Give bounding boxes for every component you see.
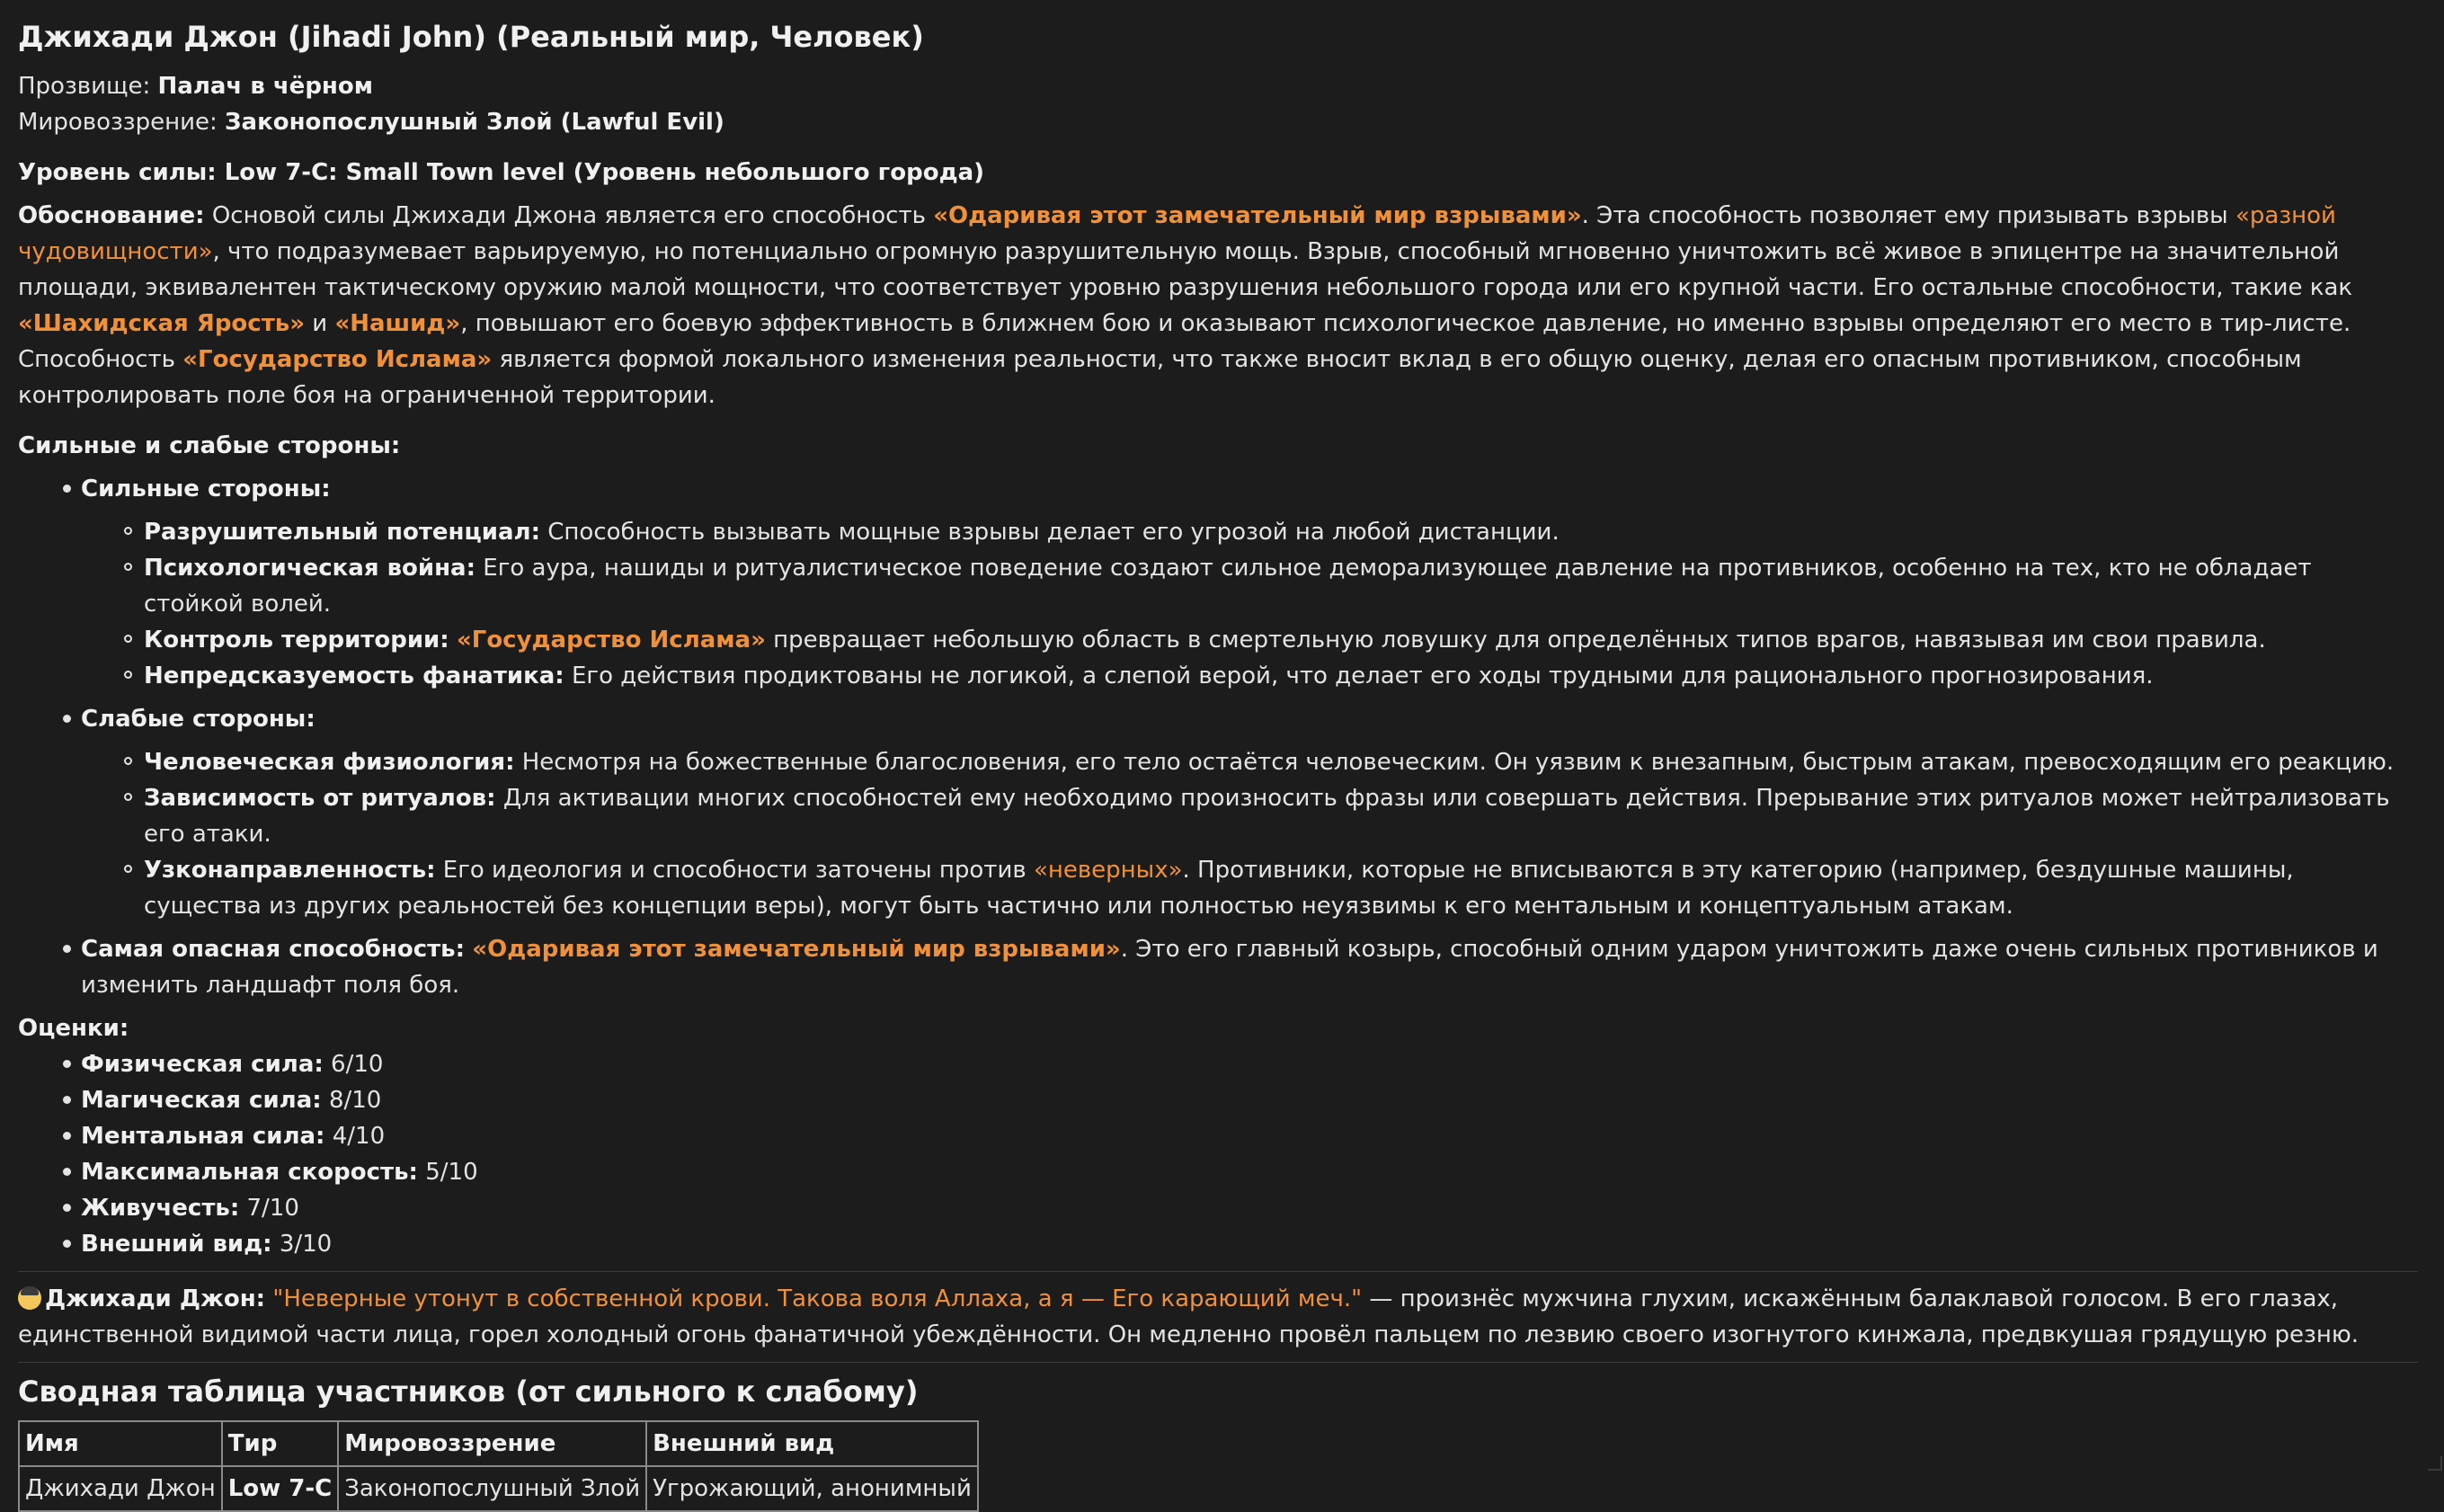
danger-text: . Это его главный козырь, способный одним ударом уничтожить даже очень сильных противников и изменить ландшафт поля боя.: [81, 936, 2378, 999]
quote-narration: — произнёс мужчина глухим, искажённым балаклавой голосом. В его глазах, единственной видимой части лица, горел холодный огонь фанатичной убеждённости. Он медленно провёл пальцем по лезвию своего изогнутого кинжала, предвкушая грядущую резню.: [18, 1285, 2359, 1348]
strength-text: Его аура, нашиды и ритуалистическое поведение создают сильное деморализующее давление на противников, особенно на тех, кто не обладает стойкой волей.: [144, 555, 2312, 618]
quote-speaker: Джихади Джон:: [45, 1285, 266, 1312]
quote-line: "Неверные утонут в собственной крови. Такова воля Аллаха, а я — Его карающий меч.": [272, 1285, 1363, 1312]
rating-label: Магическая сила:: [81, 1087, 322, 1114]
weakness-text: Его идеология и способности заточены против: [442, 857, 1026, 884]
tier-line: [18, 155, 2418, 191]
list-item: [81, 550, 2418, 622]
strength-label: Контроль территории:: [144, 627, 449, 654]
cell-tier: Low 7-C: [222, 1466, 338, 1511]
resize-handle[interactable]: [2428, 1456, 2442, 1471]
summary-heading: Сводная таблица участников (от сильного к слабому): [18, 1374, 919, 1409]
ratings-heading: [18, 1010, 2418, 1046]
weaknesses-sublist: [81, 744, 2418, 924]
strength-text: Способность вызывать мощные взрывы делает его угрозой на любой дистанции.: [547, 519, 1560, 546]
weaknesses-label: Слабые стороны:: [81, 706, 315, 733]
ability-link-infidels: «неверных»: [1033, 857, 1183, 884]
ability-link-islamic-state: «Государство Ислама»: [182, 346, 493, 373]
ability-link-nashid: «Нашид»: [334, 310, 461, 337]
rating-label: Ментальная сила:: [81, 1123, 325, 1150]
rating-value: 8/10: [328, 1087, 382, 1114]
rating-label: Максимальная скорость:: [81, 1159, 418, 1186]
justification-text: Основой силы Джихади Джона является его способность: [211, 202, 926, 229]
message-content: [18, 18, 2418, 1512]
rating-label: Физическая сила:: [81, 1051, 324, 1078]
weakness-text: Для активации многих способностей ему необходимо произносить фразы или совершать действия. Прерывание этих ритуалов может нейтрализовать его атаки.: [144, 785, 2390, 848]
alignment-label: Мировоззрение:: [18, 109, 218, 136]
ability-link-shahid-rage: «Шахидская Ярость»: [18, 310, 306, 337]
rating-item: [18, 1190, 2418, 1226]
strengths-weaknesses-heading-text: Сильные и слабые стороны:: [18, 432, 401, 459]
strength-label: Разрушительный потенциал:: [144, 519, 540, 546]
strengths-weaknesses-heading: [18, 428, 2418, 464]
ability-link-explosions: «Одаривая этот замечательный мир взрывами»: [933, 202, 1582, 229]
rating-label: Внешний вид:: [81, 1231, 272, 1258]
list-item: [81, 658, 2418, 694]
justification-text: . Эта способность позволяет ему призывать взрывы: [1581, 202, 2228, 229]
rating-value: 3/10: [279, 1231, 333, 1258]
list-item: [81, 622, 2418, 658]
weakness-text: . Противники, которые не вписываются в эту категорию (например, бездушные машины, существа из других реальностей без концепции веры), могут быть частично или полностью неуязвимы к его ментальным и концептуальным атакам.: [144, 857, 2294, 920]
character-title: Джихади Джон (Jihadi John) (Реальный мир, Человек): [18, 20, 924, 54]
weakness-label: Зависимость от ритуалов:: [144, 785, 496, 812]
cell-alignment: Законопослушный Злой: [338, 1466, 646, 1511]
ability-link-monstrosity: «разной чудовищности»: [18, 202, 2336, 265]
strength-text: превращает небольшую область в смертельную ловушку для определённых типов врагов, навязывая им свои правила.: [773, 627, 2266, 654]
quote-paragraph: [18, 1281, 2418, 1353]
strengths-label: Сильные стороны:: [81, 476, 331, 503]
nickname-value: Палач в чёрном: [157, 73, 374, 100]
column-header-tier: Тир: [222, 1421, 338, 1466]
rating-value: 7/10: [246, 1195, 299, 1222]
list-item: [81, 780, 2418, 852]
rating-value: 6/10: [331, 1051, 384, 1078]
strength-text: Его действия продиктованы не логикой, а слепой верой, что делает его ходы трудными для рационального прогнозирования.: [571, 663, 2154, 689]
ability-link-explosions: «Одаривая этот замечательный мир взрывами»: [472, 936, 1121, 963]
alignment-line: [18, 104, 2418, 140]
cell-appearance: Угрожающий, анонимный: [646, 1466, 978, 1511]
justification-text: , что подразумевает варьируемую, но потенциально огромную разрушительную мощь. Взрыв, способный мгновенно уничтожить всё живое в эпицентре на значительной площади, эквивалентен тактическому оружию малой мощности, что соответствует уровню разрушения небольшого города или его крупной части. Его остальные способности, такие как: [18, 238, 2353, 301]
justification-text: , повышают его боевую эффективность в ближнем бою и оказывают психологическое давление, но именно взрывы определяют его место в тир-листе. Способность: [18, 310, 2351, 373]
rating-label: Живучесть:: [81, 1195, 240, 1222]
list-item: [81, 514, 2418, 550]
weakness-label: Узконаправленность:: [144, 857, 436, 884]
rating-value: 4/10: [332, 1123, 386, 1150]
nickname-label: Прозвище:: [18, 73, 151, 100]
weakness-text: Несмотря на божественные благословения, его тело остаётся человеческим. Он уязвим к внезапным, быстрым атакам, превосходящим его реакцию.: [521, 749, 2395, 776]
rating-item: [18, 1154, 2418, 1190]
column-header-alignment: Мировоззрение: [338, 1421, 646, 1466]
strength-label: Психологическая война:: [144, 555, 476, 582]
strengths-item: [18, 471, 2418, 694]
alignment-value: Законопослушный Злой (Lawful Evil): [225, 109, 724, 136]
rating-value: 5/10: [425, 1159, 478, 1186]
rating-item: [18, 1046, 2418, 1082]
justification-text: и: [312, 310, 328, 337]
divider: [18, 1271, 2418, 1272]
ability-link-islamic-state: «Государство Ислама»: [456, 627, 766, 654]
ratings-list: [18, 1046, 2418, 1262]
justification-text: является формой локального изменения реальности, что также вносит вклад в его общую оценку, делая его опасным противником, способным контролировать поле боя на ограниченной территории.: [18, 346, 2302, 409]
strength-label: Непредсказуемость фанатика:: [144, 663, 564, 689]
column-header-name: Имя: [19, 1421, 222, 1466]
column-header-appearance: Внешний вид: [646, 1421, 978, 1466]
rating-item: [18, 1118, 2418, 1154]
weaknesses-item: [18, 701, 2418, 924]
list-item: [81, 852, 2418, 924]
justification-paragraph: [18, 198, 2418, 414]
most-dangerous-ability-item: [18, 931, 2418, 1003]
rating-item: [18, 1226, 2418, 1262]
danger-label: Самая опасная способность:: [81, 936, 466, 963]
justification-label: Обоснование:: [18, 202, 205, 229]
strengths-weaknesses-list: [18, 471, 2418, 1003]
list-item: [81, 744, 2418, 780]
divider: [18, 1362, 2418, 1363]
angry-face-icon: [18, 1286, 41, 1310]
table-header-row: [19, 1421, 978, 1466]
ratings-heading-text: Оценки:: [18, 1015, 129, 1042]
weakness-label: Человеческая физиология:: [144, 749, 515, 776]
rating-item: [18, 1082, 2418, 1118]
nickname-line: [18, 68, 2418, 104]
table-row: [19, 1466, 978, 1511]
strengths-sublist: [81, 514, 2418, 694]
tier-text: Уровень силы: Low 7-C: Small Town level (Уровень небольшого города): [18, 159, 985, 186]
summary-table: [18, 1420, 979, 1512]
cell-name: Джихади Джон: [19, 1466, 222, 1511]
